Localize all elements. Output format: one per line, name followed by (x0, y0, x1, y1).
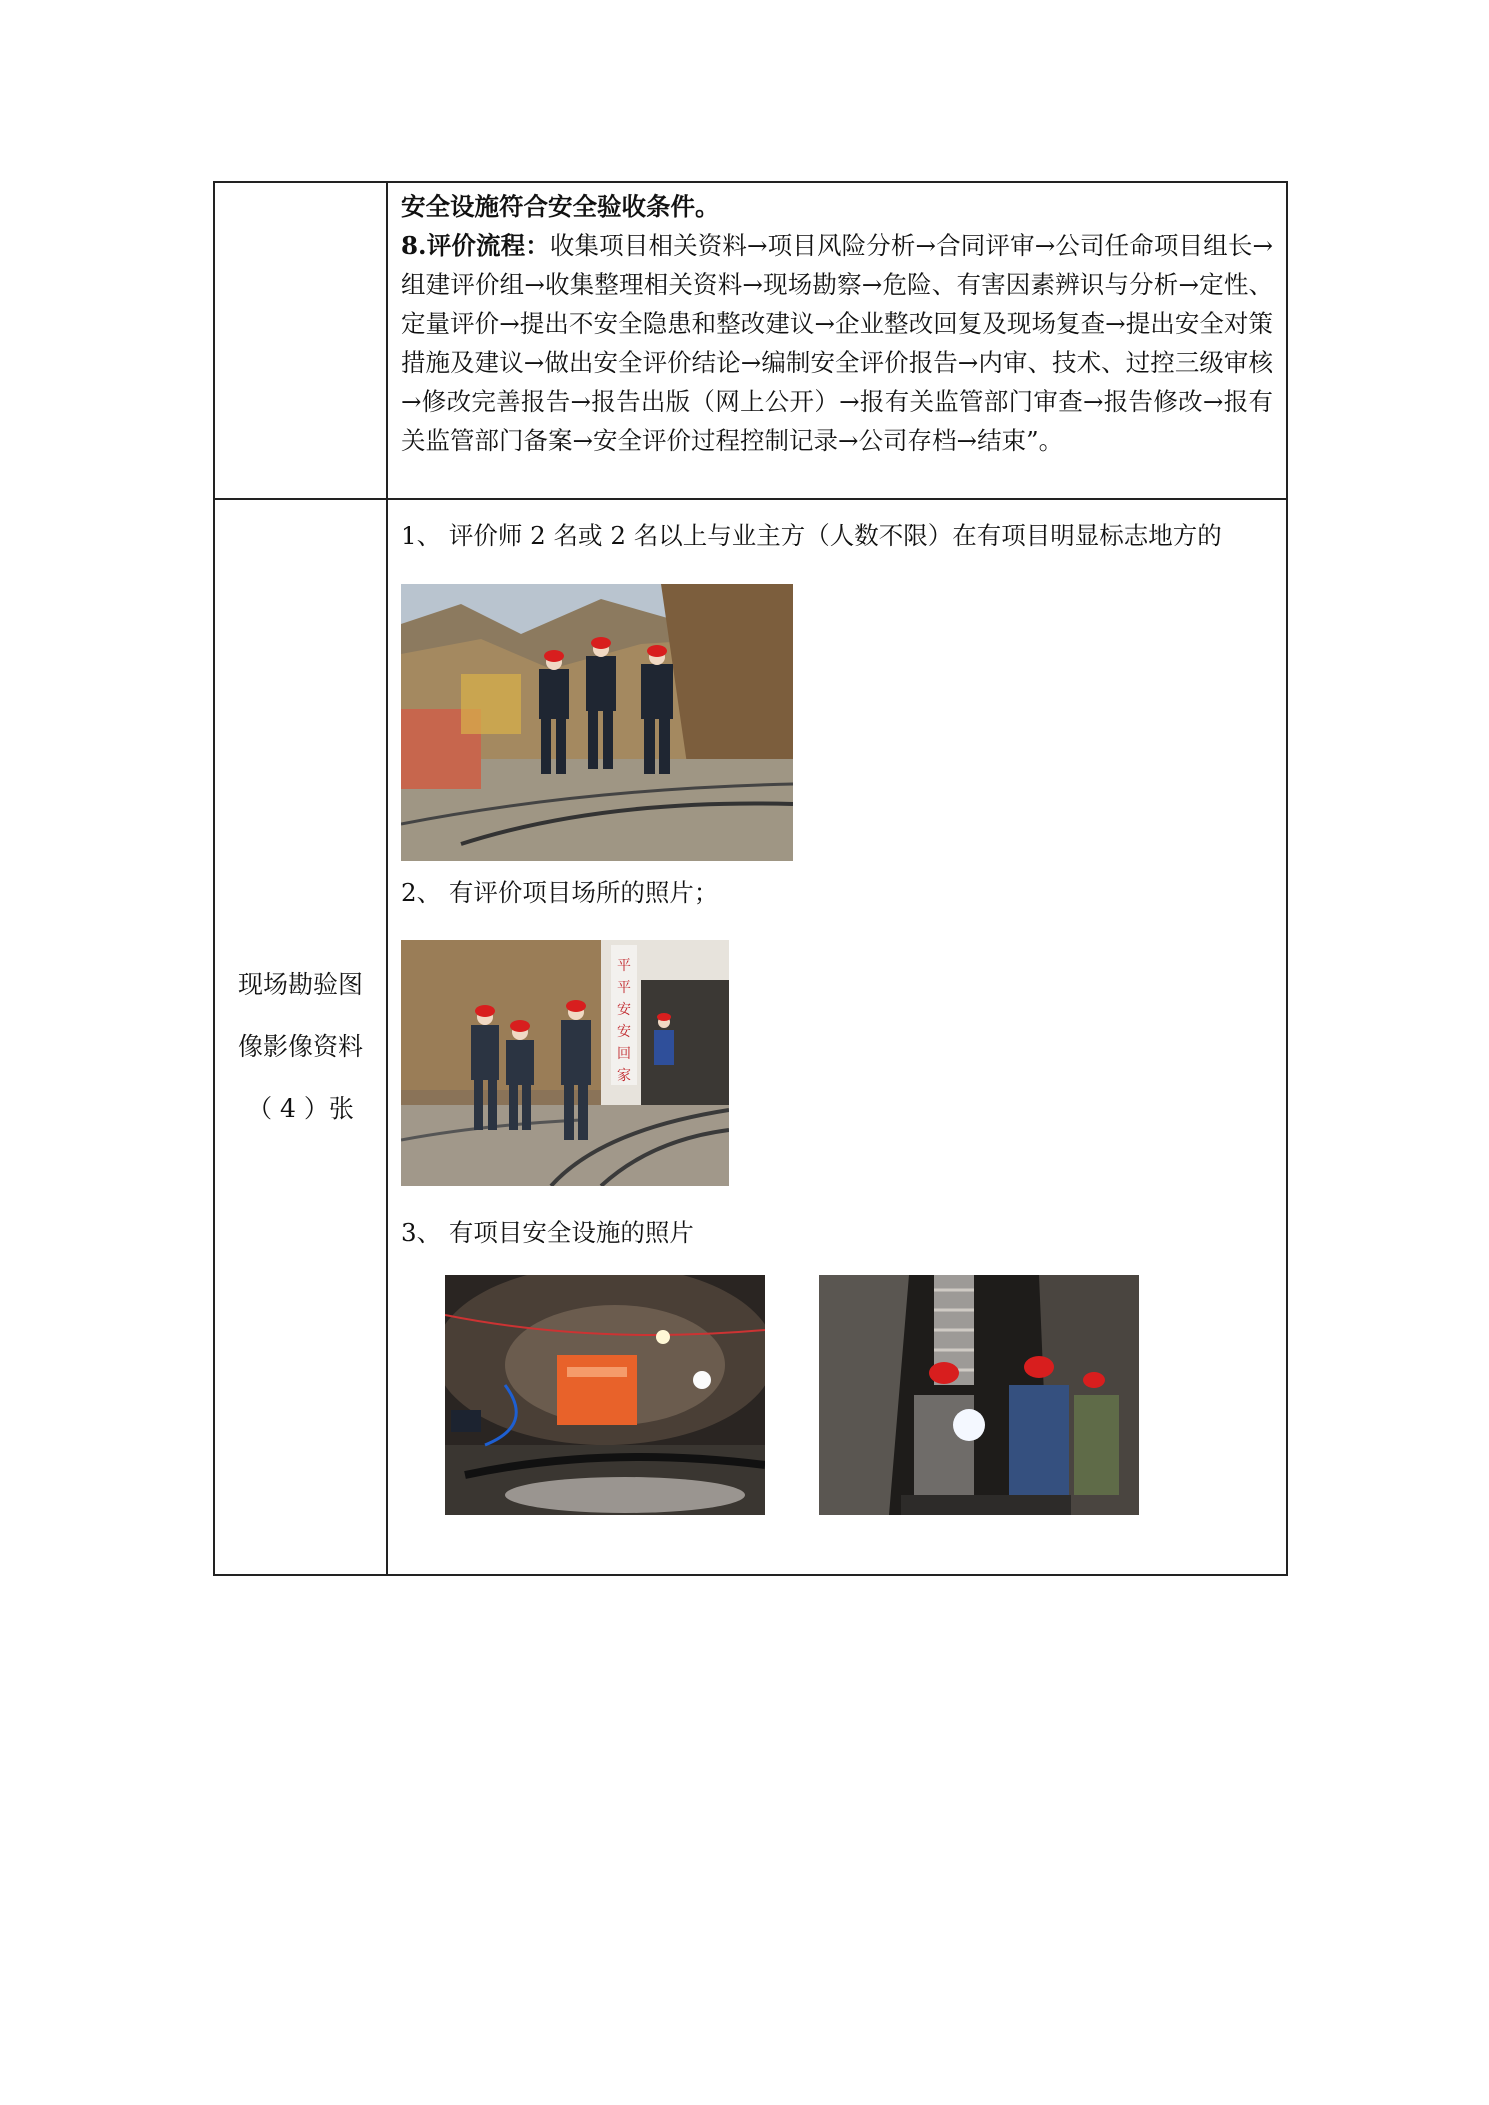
photo-project-site (401, 940, 729, 1186)
column-divider (386, 183, 388, 1574)
photo-safety-equipment (445, 1275, 765, 1515)
safety-sign-char-1: 平 (617, 958, 631, 974)
safety-conclusion-line: 安全设施符合安全验收条件。 (401, 192, 720, 221)
site-survey-label (215, 954, 386, 1140)
caption-3: 3、 有项目安全设施的照片 (401, 1218, 694, 1247)
evaluation-flow-label: 8.评价流程： (401, 231, 550, 260)
photo-tunnel-ladder (819, 1275, 1139, 1515)
photo-evaluators-at-site (401, 584, 793, 861)
safety-sign-char-4: 安 (617, 1024, 631, 1040)
caption-2: 2、 有评价项目场所的照片； (401, 878, 719, 907)
content-table (213, 181, 1288, 1576)
safety-sign-char-6: 家 (617, 1068, 631, 1084)
safety-sign-char-2: 平 (617, 980, 631, 996)
evaluation-flow-paragraph (401, 226, 1273, 460)
label-line-2: 像影像资料 (237, 1032, 363, 1061)
safety-sign-char-5: 回 (617, 1046, 631, 1062)
row-divider (215, 498, 1286, 500)
label-line-1: 现场勘验图 (237, 970, 363, 999)
label-line-3: （ 4 ）张 (247, 1094, 354, 1123)
caption-1: 1、 评价师 2 名或 2 名以上与业主方（人数不限）在有项目明显标志地方的 (401, 521, 1222, 550)
evaluation-flow-text: 收集项目相关资料→项目风险分析→合同评审→公司任命项目组长→组建评价组→收集整理相关资料→现场勘察→危险、有害因素辨识与分析→定性、定量评价→提出不安全隐患和整改建议→企业整改回复及现场复查→提出安全对策措施及建议→做出安全评价结论→编制安全评价报告→内审、技术、过控三级审核→修改完善报告→报告出版（网上公开）→报有关监管部门审查→报告修改→报有关监管部门备案→安全评价过程控制记录→公司存档→结束”。 (401, 231, 1273, 455)
evaluation-process-cell (401, 187, 1273, 460)
safety-sign-char-3: 安 (617, 1002, 631, 1018)
